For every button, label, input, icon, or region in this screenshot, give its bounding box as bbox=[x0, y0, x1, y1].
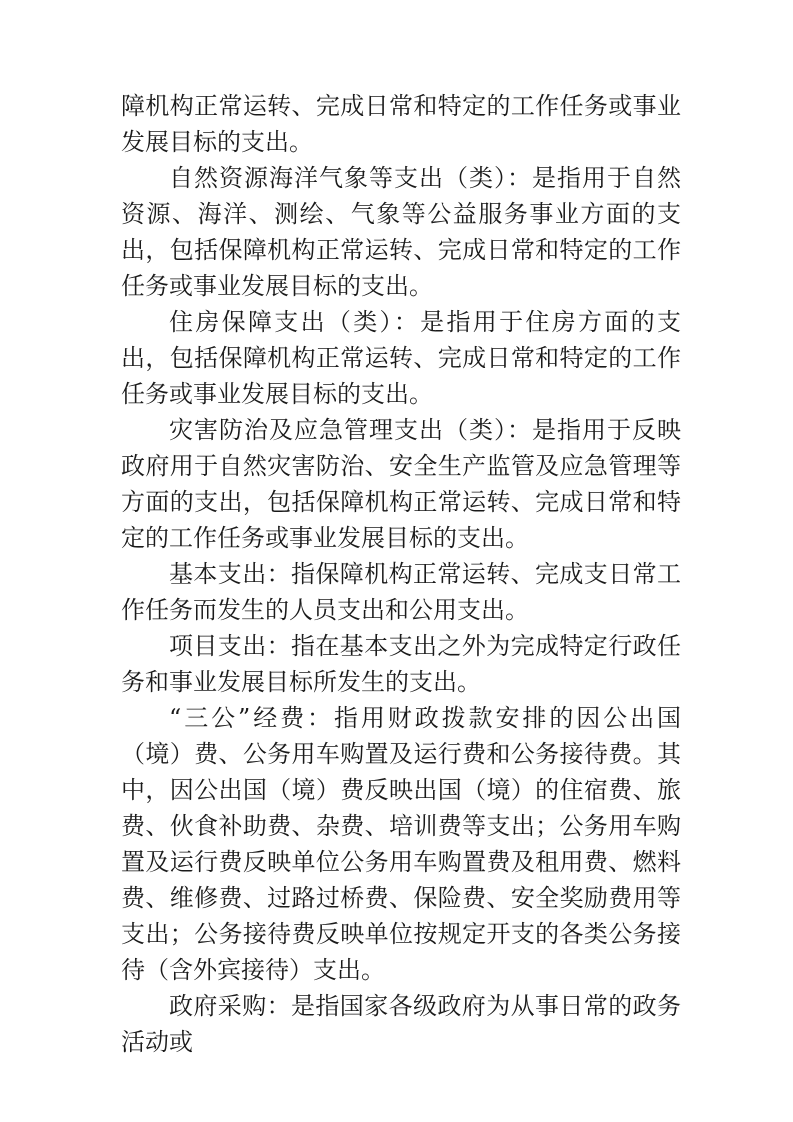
paragraph-disaster-prevention: 灾害防治及应急管理支出（类）：是指用于反映政府用于自然灾害防治、安全生产监管及应急管理等方面的支出，包括保障机构正常运转、完成日常和特定的工作任务或事业发展目标的支出。 bbox=[121, 416, 681, 552]
document-page bbox=[121, 88, 681, 1060]
paragraph-natural-resources: 自然资源海洋气象等支出（类）：是指用于自然资源、海洋、测绘、气象等公益服务事业方面的支出，包括保障机构正常运转、完成日常和特定的工作任务或事业发展目标的支出。 bbox=[121, 164, 681, 300]
paragraph-government-procurement: 政府采购：是指国家各级政府为从事日常的政务活动或 bbox=[121, 992, 681, 1056]
paragraph-continued: 障机构正常运转、完成日常和特定的工作任务或事业发展目标的支出。 bbox=[121, 92, 681, 156]
paragraph-three-public: “三公”经费：指用财政拨款安排的因公出国（境）费、公务用车购置及运行费和公务接待费。其中，因公出国（境）费反映出国（境）的住宿费、旅费、伙食补助费、杂费、培训费等支出；公务用车购置及运行费反映单位公务用车购置费及租用费、燃料费、维修费、过路过桥费、保险费、安全奖励费用等支出；公务接待费反映单位按规定开支的各类公务接待（含外宾接待）支出。 bbox=[121, 704, 681, 984]
paragraph-housing: 住房保障支出（类）：是指用于住房方面的支出，包括保障机构正常运转、完成日常和特定的工作任务或事业发展目标的支出。 bbox=[121, 308, 681, 408]
paragraph-project-expenditure: 项目支出：指在基本支出之外为完成特定行政任务和事业发展目标所发生的支出。 bbox=[121, 632, 681, 696]
paragraph-basic-expenditure: 基本支出：指保障机构正常运转、完成支日常工作任务而发生的人员支出和公用支出。 bbox=[121, 560, 681, 624]
